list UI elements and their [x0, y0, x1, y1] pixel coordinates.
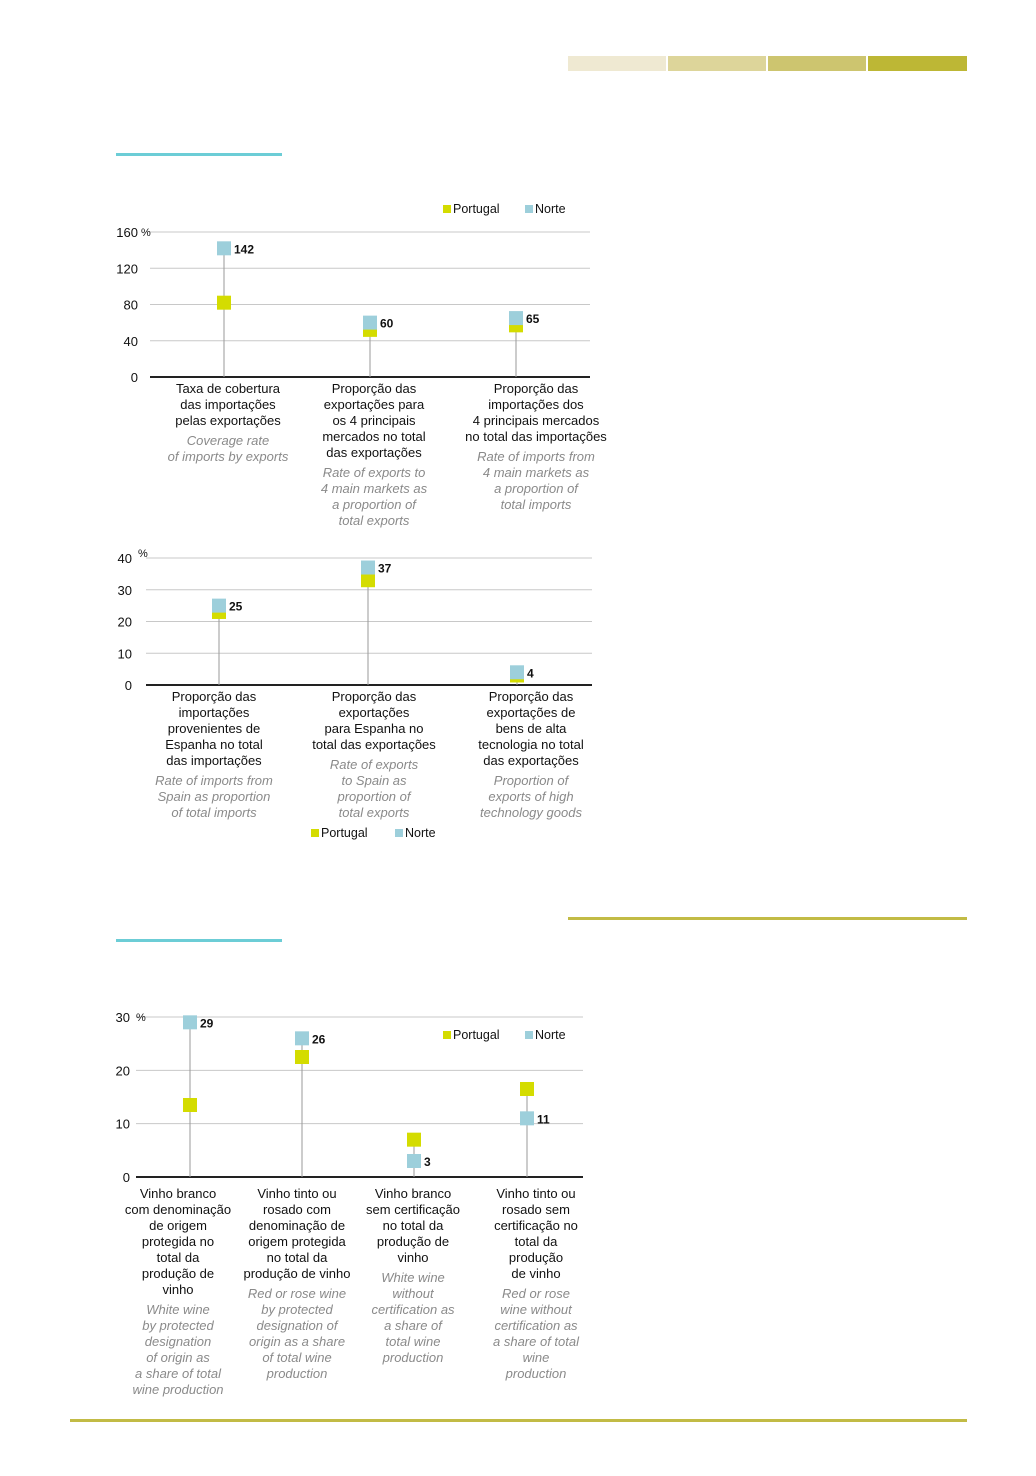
- y-unit-label: %: [141, 227, 151, 239]
- category-label-en: Red or rose: [502, 1286, 570, 1301]
- category-label-en: Coverage rate: [186, 433, 270, 448]
- category-label-en: a share of total: [493, 1334, 579, 1349]
- category-label-pt: Proporção das: [331, 689, 417, 704]
- data-label: 26: [312, 1032, 326, 1047]
- category-label-en: Rate of imports from: [155, 773, 273, 788]
- divider-rule-right: [568, 917, 967, 920]
- category-label-en: wine production: [132, 1382, 224, 1397]
- legend-norte-swatch: [525, 1031, 533, 1039]
- category-label-pt: vinho: [397, 1250, 429, 1265]
- section-rule-middle: [116, 939, 282, 942]
- legend-portugal-label: Portugal: [321, 826, 368, 840]
- category-label-pt: 4 principais mercados: [472, 413, 600, 428]
- category-label-en: 4 main markets as: [482, 465, 590, 480]
- category-label-pt: mercados no total: [322, 429, 426, 444]
- category-label-pt: pelas exportações: [175, 413, 281, 428]
- portugal-point: [217, 296, 231, 310]
- category-label-en: designation of: [256, 1318, 338, 1333]
- category-label-en: total wine: [385, 1334, 441, 1349]
- category-label-pt: protegida no: [141, 1234, 215, 1249]
- y-unit-label: %: [138, 548, 148, 560]
- category-label-en: Rate of exports to: [322, 465, 426, 480]
- norte-point: [183, 1015, 197, 1029]
- category-label-en: production: [382, 1350, 444, 1365]
- section-rule-top: [116, 153, 282, 156]
- category-label-pt: Espanha no total: [165, 737, 263, 752]
- category-label-pt: das exportações: [326, 445, 422, 460]
- data-label: 11: [537, 1112, 550, 1127]
- category-label-pt: Vinho tinto ou: [496, 1186, 576, 1201]
- header-band-4: [868, 56, 967, 71]
- category-label-en: by protected: [261, 1302, 333, 1317]
- category-label-pt: denominação de: [248, 1218, 346, 1233]
- category-label-en: designation: [144, 1334, 212, 1349]
- category-label-en: a proportion of: [332, 497, 416, 512]
- data-label: 142: [234, 242, 255, 257]
- category-label-pt: Vinho tinto ou: [257, 1186, 337, 1201]
- category-label-en: White wine: [381, 1270, 445, 1285]
- category-label-en: of total imports: [171, 805, 257, 820]
- category-label-pt: exportações: [338, 705, 410, 720]
- y-tick-label: 20: [117, 614, 132, 630]
- category-label-pt: Proporção das: [171, 689, 257, 704]
- legend-norte-label: Norte: [535, 1028, 566, 1042]
- norte-point: [361, 561, 375, 575]
- category-label-en: certification as: [371, 1302, 455, 1317]
- category-label-pt: os 4 principais: [332, 413, 416, 428]
- portugal-point: [295, 1050, 309, 1064]
- category-label-en: total imports: [500, 497, 572, 512]
- legend-portugal-swatch: [311, 829, 319, 837]
- legend-portugal-swatch: [443, 1031, 451, 1039]
- category-label-en: of total wine: [262, 1350, 332, 1365]
- legend-portugal-label: Portugal: [453, 1028, 500, 1042]
- y-tick-label: 160: [116, 225, 138, 240]
- norte-point: [407, 1154, 421, 1168]
- category-label-en: of imports by exports: [167, 449, 289, 464]
- category-label-pt: no total da: [266, 1250, 328, 1265]
- y-tick-label: 0: [122, 1170, 130, 1185]
- y-tick-label: 80: [123, 297, 138, 313]
- category-label-pt: das exportações: [483, 753, 579, 768]
- category-label-pt: com denominação: [124, 1202, 232, 1217]
- category-label-en: Spain as proportion: [157, 789, 271, 804]
- y-tick-label: 10: [115, 1116, 130, 1132]
- y-tick-label: 10: [117, 646, 132, 662]
- legend-norte-swatch: [525, 205, 533, 213]
- category-label-pt: Taxa de cobertura: [175, 381, 281, 396]
- y-unit-label: %: [136, 1012, 146, 1024]
- y-tick-label: 20: [115, 1063, 130, 1079]
- legend-norte-label: Norte: [535, 202, 566, 216]
- footer-rule: [70, 1419, 967, 1422]
- y-tick-label: 120: [116, 261, 138, 277]
- category-label-pt: vinho: [162, 1282, 194, 1297]
- header-band-2: [668, 56, 766, 71]
- legend-norte-label: Norte: [405, 826, 436, 840]
- category-label-en: certification as: [494, 1318, 578, 1333]
- category-label-pt: sem certificação: [366, 1202, 460, 1217]
- y-tick-label: 40: [123, 333, 138, 349]
- category-label-en: total exports: [338, 513, 410, 528]
- category-label-pt: Proporção das: [488, 689, 574, 704]
- chart-trade-coverage: [0, 195, 640, 540]
- category-label-pt: Proporção das: [493, 381, 579, 396]
- y-tick-label: 30: [115, 1010, 130, 1025]
- category-label-en: wine without: [500, 1302, 572, 1317]
- category-label-en: Rate of imports from: [477, 449, 595, 464]
- y-tick-label: 40: [117, 551, 132, 566]
- category-label-pt: produção de vinho: [243, 1266, 351, 1281]
- category-label-pt: provenientes de: [167, 721, 261, 736]
- y-tick-label: 0: [130, 370, 138, 385]
- category-label-en: production: [505, 1366, 567, 1381]
- category-label-en: a proportion of: [494, 481, 578, 496]
- category-label-en: Proportion of: [493, 773, 569, 788]
- header-band-1: [568, 56, 666, 71]
- category-label-pt: Vinho branco: [139, 1186, 217, 1201]
- legend-portugal-label: Portugal: [453, 202, 500, 216]
- category-label-en: Rate of exports: [329, 757, 419, 772]
- category-label-en: production: [266, 1366, 328, 1381]
- norte-point: [217, 241, 231, 255]
- category-label-pt: Vinho branco: [374, 1186, 452, 1201]
- category-label-pt: de vinho: [511, 1266, 561, 1281]
- chart-wine-production: [0, 1000, 640, 1410]
- category-label-pt: tecnologia no total: [478, 737, 584, 752]
- category-label-pt: produção: [508, 1250, 564, 1265]
- data-label: 60: [380, 316, 394, 331]
- category-label-pt: produção de: [376, 1234, 450, 1249]
- category-label-pt: exportações para: [323, 397, 425, 412]
- category-label-en: total exports: [338, 805, 410, 820]
- portugal-point: [520, 1082, 534, 1096]
- category-label-en: proportion of: [337, 789, 411, 804]
- portugal-point: [183, 1098, 197, 1112]
- category-label-pt: importações: [178, 705, 250, 720]
- data-label: 3: [424, 1155, 431, 1169]
- category-label-pt: produção de: [141, 1266, 215, 1281]
- category-label-en: by protected: [142, 1318, 214, 1333]
- norte-point: [295, 1031, 309, 1045]
- category-label-pt: total da: [156, 1250, 200, 1265]
- category-label-pt: das importações: [166, 753, 262, 768]
- category-label-en: technology goods: [480, 805, 582, 820]
- category-label-pt: exportações de: [486, 705, 576, 720]
- y-tick-label: 30: [117, 582, 132, 598]
- category-label-pt: no total da: [382, 1218, 444, 1233]
- category-label-pt: no total das importações: [465, 429, 607, 444]
- category-label-en: of origin as: [146, 1350, 210, 1365]
- category-label-en: exports of high: [488, 789, 574, 804]
- category-label-en: a share of total: [135, 1366, 221, 1381]
- category-label-pt: rosado com: [263, 1202, 331, 1217]
- category-label-pt: total da: [514, 1234, 558, 1249]
- chart-spain-hightech: [0, 540, 640, 860]
- legend-portugal-swatch: [443, 205, 451, 213]
- category-label-pt: certificação no: [494, 1218, 578, 1233]
- category-label-pt: Proporção das: [331, 381, 417, 396]
- data-label: 4: [527, 666, 534, 681]
- category-label-pt: bens de alta: [495, 721, 567, 736]
- category-label-pt: rosado sem: [502, 1202, 570, 1217]
- category-label-pt: origem protegida: [248, 1234, 346, 1249]
- portugal-point: [361, 573, 375, 587]
- category-label-pt: de origem: [149, 1218, 207, 1233]
- category-label-en: White wine: [146, 1302, 210, 1317]
- norte-point: [520, 1111, 534, 1125]
- category-label-en: Red or rose wine: [247, 1286, 347, 1301]
- category-label-en: without: [392, 1286, 434, 1301]
- category-label-en: 4 main markets as: [320, 481, 428, 496]
- category-label-pt: importações dos: [488, 397, 584, 412]
- category-label-pt: total das exportações: [312, 737, 436, 752]
- y-tick-label: 0: [124, 678, 132, 693]
- data-label: 65: [526, 312, 540, 327]
- legend-norte-swatch: [395, 829, 403, 837]
- category-label-en: wine: [522, 1350, 550, 1365]
- category-label-en: origin as a share: [248, 1334, 346, 1349]
- norte-point: [510, 665, 524, 679]
- header-band-3: [768, 56, 866, 71]
- data-label: 29: [200, 1016, 214, 1031]
- data-label: 37: [378, 561, 392, 576]
- portugal-point: [407, 1133, 421, 1147]
- norte-point: [363, 316, 377, 330]
- category-label-pt: para Espanha no: [324, 721, 424, 736]
- norte-point: [509, 311, 523, 325]
- category-label-pt: das importações: [180, 397, 276, 412]
- data-label: 25: [229, 599, 243, 614]
- category-label-en: a share of: [384, 1318, 442, 1333]
- norte-point: [212, 599, 226, 613]
- category-label-en: to Spain as: [341, 773, 407, 788]
